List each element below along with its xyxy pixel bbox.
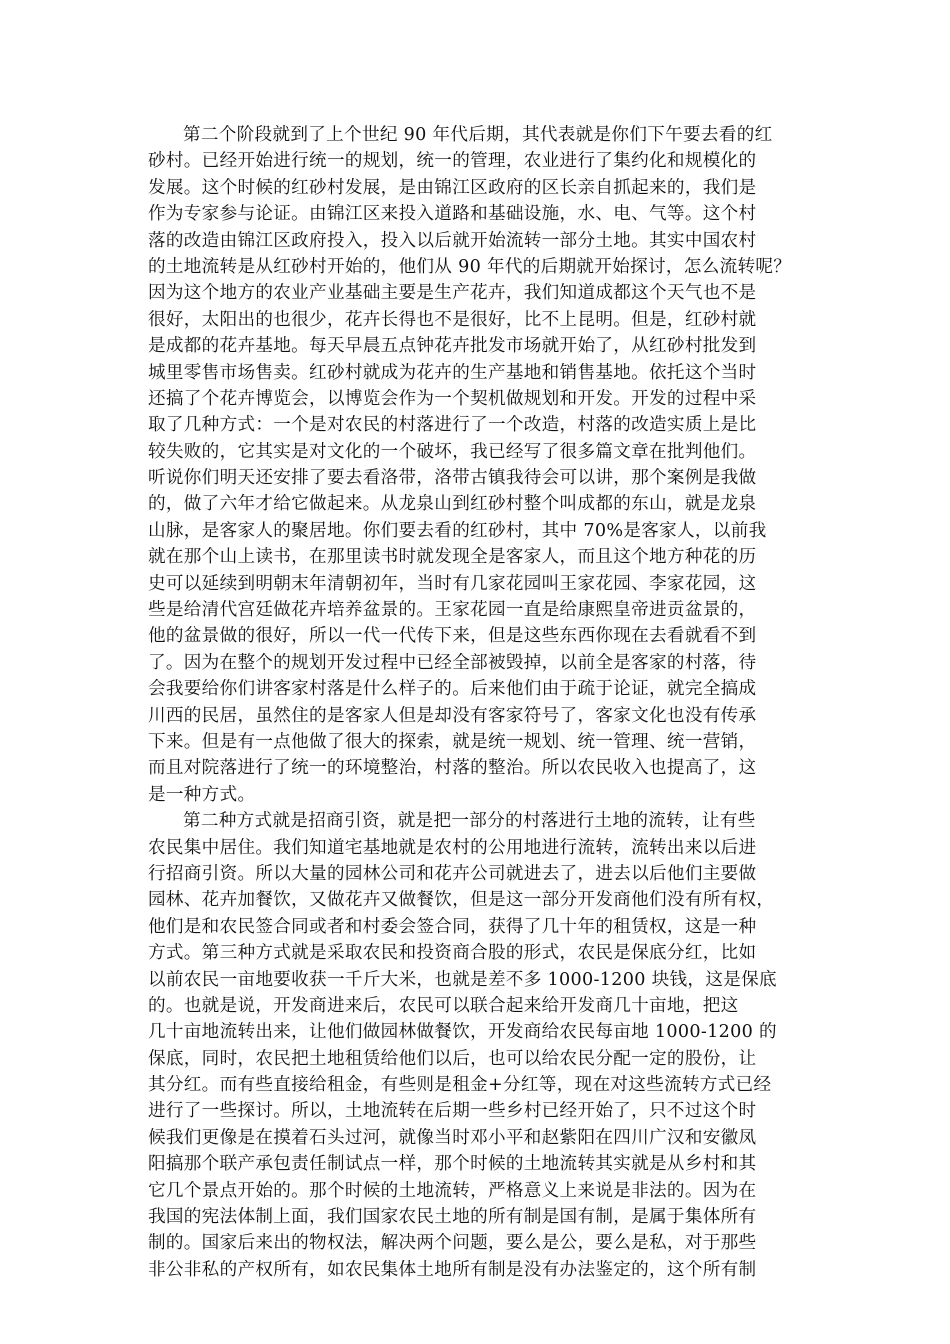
paragraph-line: 的。也就是说，开发商进来后，农民可以联合起来给开发商几十亩地，把这 [148,995,739,1016]
paragraph-line: 他们是和农民签合同或者和村委会签合同，获得了几十年的租赁权，这是一种 [148,916,757,937]
paragraph-line: 他的盆景做的很好，所以一代一代传下来，但是这些东西你现在去看就看不到 [148,626,757,647]
paragraph-line: 史可以延续到明朝末年清朝初年，当时有几家花园叫王家花园、李家花园，这 [148,573,757,594]
paragraph-line: 我国的宪法体制上面，我们国家农民土地的所有制是国有制，是属于集体所有 [148,1207,757,1228]
paragraph-line: 几十亩地流转出来，让他们做园林做餐饮，开发商给农民每亩地 1000-1200 的 [148,1022,777,1043]
paragraph-line: 听说你们明天还安排了要去看洛带，洛带古镇我待会可以讲，那个案例是我做 [148,468,757,489]
paragraph-line: 就在那个山上读书，在那里读书时就发现全是客家人，而且这个地方种花的历 [148,547,757,568]
paragraph-line: 山脉，是客家人的聚居地。你们要去看的红砂村，其中 70%是客家人，以前我 [148,520,767,541]
paragraph-line: 取了几种方式：一个是对农民的村落进行了一个改造，村落的改造实质上是比 [148,415,757,436]
paragraph-line: 很好，太阳出的也很少，花卉长得也不是很好，比不上昆明。但是，红砂村就 [148,309,757,330]
paragraph-line: 它几个景点开始的。那个时候的土地流转，严格意义上来说是非法的。因为在 [148,1180,757,1201]
paragraph-line: 农民集中居住。我们知道宅基地就是农村的公用地进行流转，流转出来以后进 [148,837,757,858]
paragraph-line: 砂村。已经开始进行统一的规划，统一的管理，农业进行了集约化和规模化的 [148,151,757,172]
paragraph-line: 了。因为在整个的规划开发过程中已经全部被毁掉，以前全是客家的村落，待 [148,652,757,673]
paragraph-line: 行招商引资。所以大量的园林公司和花卉公司就进去了，进去以后他们主要做 [148,863,757,884]
paragraph-line: 是一种方式。 [148,784,256,805]
paragraph-line: 的土地流转是从红砂村开始的，他们从 90 年代的后期就开始探讨，怎么流转呢？ [148,256,792,277]
paragraph-line: 以前农民一亩地要收获一千斤大米，也就是差不多 1000-1200 块钱，这是保底 [148,969,777,990]
paragraph-line: 较失败的，它其实是对文化的一个破坏，我已经写了很多篇文章在批判他们。 [148,441,757,462]
paragraph-line: 非公非私的产权所有，如农民集体土地所有制是没有办法鉴定的，这个所有制 [148,1259,757,1280]
paragraph-line: 园林、花卉加餐饮，又做花卉又做餐饮，但是这一部分开发商他们没有所有权， [148,890,775,911]
paragraph-line: 因为这个地方的农业产业基础主要是生产花卉，我们知道成都这个天气也不是 [148,283,757,304]
paragraph-line: 作为专家参与论证。由锦江区来投入道路和基础设施，水、电、气等。这个村 [148,204,757,225]
paragraph-line: 发展。这个时候的红砂村发展，是由锦江区政府的区长亲自抓起来的，我们是 [148,177,757,198]
paragraph-first-line: 第二种方式就是招商引资，就是把一部分的村落进行土地的流转，让有些 [183,811,756,832]
paragraph-line: 保底，同时，农民把土地租赁给他们以后，也可以给农民分配一定的股份，让 [148,1048,757,1069]
paragraph-line: 川西的民居，虽然住的是客家人但是却没有客家符号了，客家文化也没有传承 [148,705,757,726]
paragraph-line: 落的改造由锦江区政府投入，投入以后就开始流转一部分土地。其实中国农村 [148,230,757,251]
paragraph-line: 些是给清代宫廷做花卉培养盆景的。王家花园一直是给康熙皇帝进贡盆景的， [148,600,757,621]
paragraph-line: 阳搞那个联产承包责任制试点一样，那个时候的土地流转其实就是从乡村和其 [148,1154,757,1175]
paragraph-line: 是成都的花卉基地。每天早晨五点钟花卉批发市场就开始了，从红砂村批发到 [148,336,757,357]
document-body [148,122,808,1283]
paragraph-line: 会我要给你们讲客家村落是什么样子的。后来他们由于疏于论证，就完全搞成 [148,679,757,700]
paragraph-line: 还搞了个花卉博览会，以博览会作为一个契机做规划和开发。开发的过程中采 [148,388,757,409]
paragraph-first-line: 第二个阶段就到了上个世纪 90 年代后期，其代表就是你们下午要去看的红 [183,125,773,145]
paragraph-line: 城里零售市场售卖。红砂村就成为花卉的生产基地和销售基地。依托这个当时 [148,362,757,383]
paragraph-line: 其分红。而有些直接给租金，有些则是租金+分红等，现在对这些流转方式已经 [148,1075,772,1096]
paragraph-line: 下来。但是有一点他做了很大的探索，就是统一规划、统一管理、统一营销， [148,731,757,752]
paragraph-line: 而且对院落进行了统一的环境整治，村落的整治。所以农民收入也提高了，这 [148,758,757,779]
paragraph-line: 进行了一些探讨。所以，土地流转在后期一些乡村已经开始了，只不过这个时 [148,1101,757,1122]
paragraph-line: 的，做了六年才给它做起来。从龙泉山到红砂村整个叫成都的东山，就是龙泉 [148,494,757,515]
paragraph-line: 候我们更像是在摸着石头过河，就像当时邓小平和赵紫阳在四川广汉和安徽凤 [148,1127,757,1148]
paragraph-line: 制的。国家后来出的物权法，解决两个问题，要么是公，要么是私，对于那些 [148,1233,757,1254]
paragraph-line: 方式。第三种方式就是采取农民和投资商合股的形式，农民是保底分红，比如 [148,943,757,964]
